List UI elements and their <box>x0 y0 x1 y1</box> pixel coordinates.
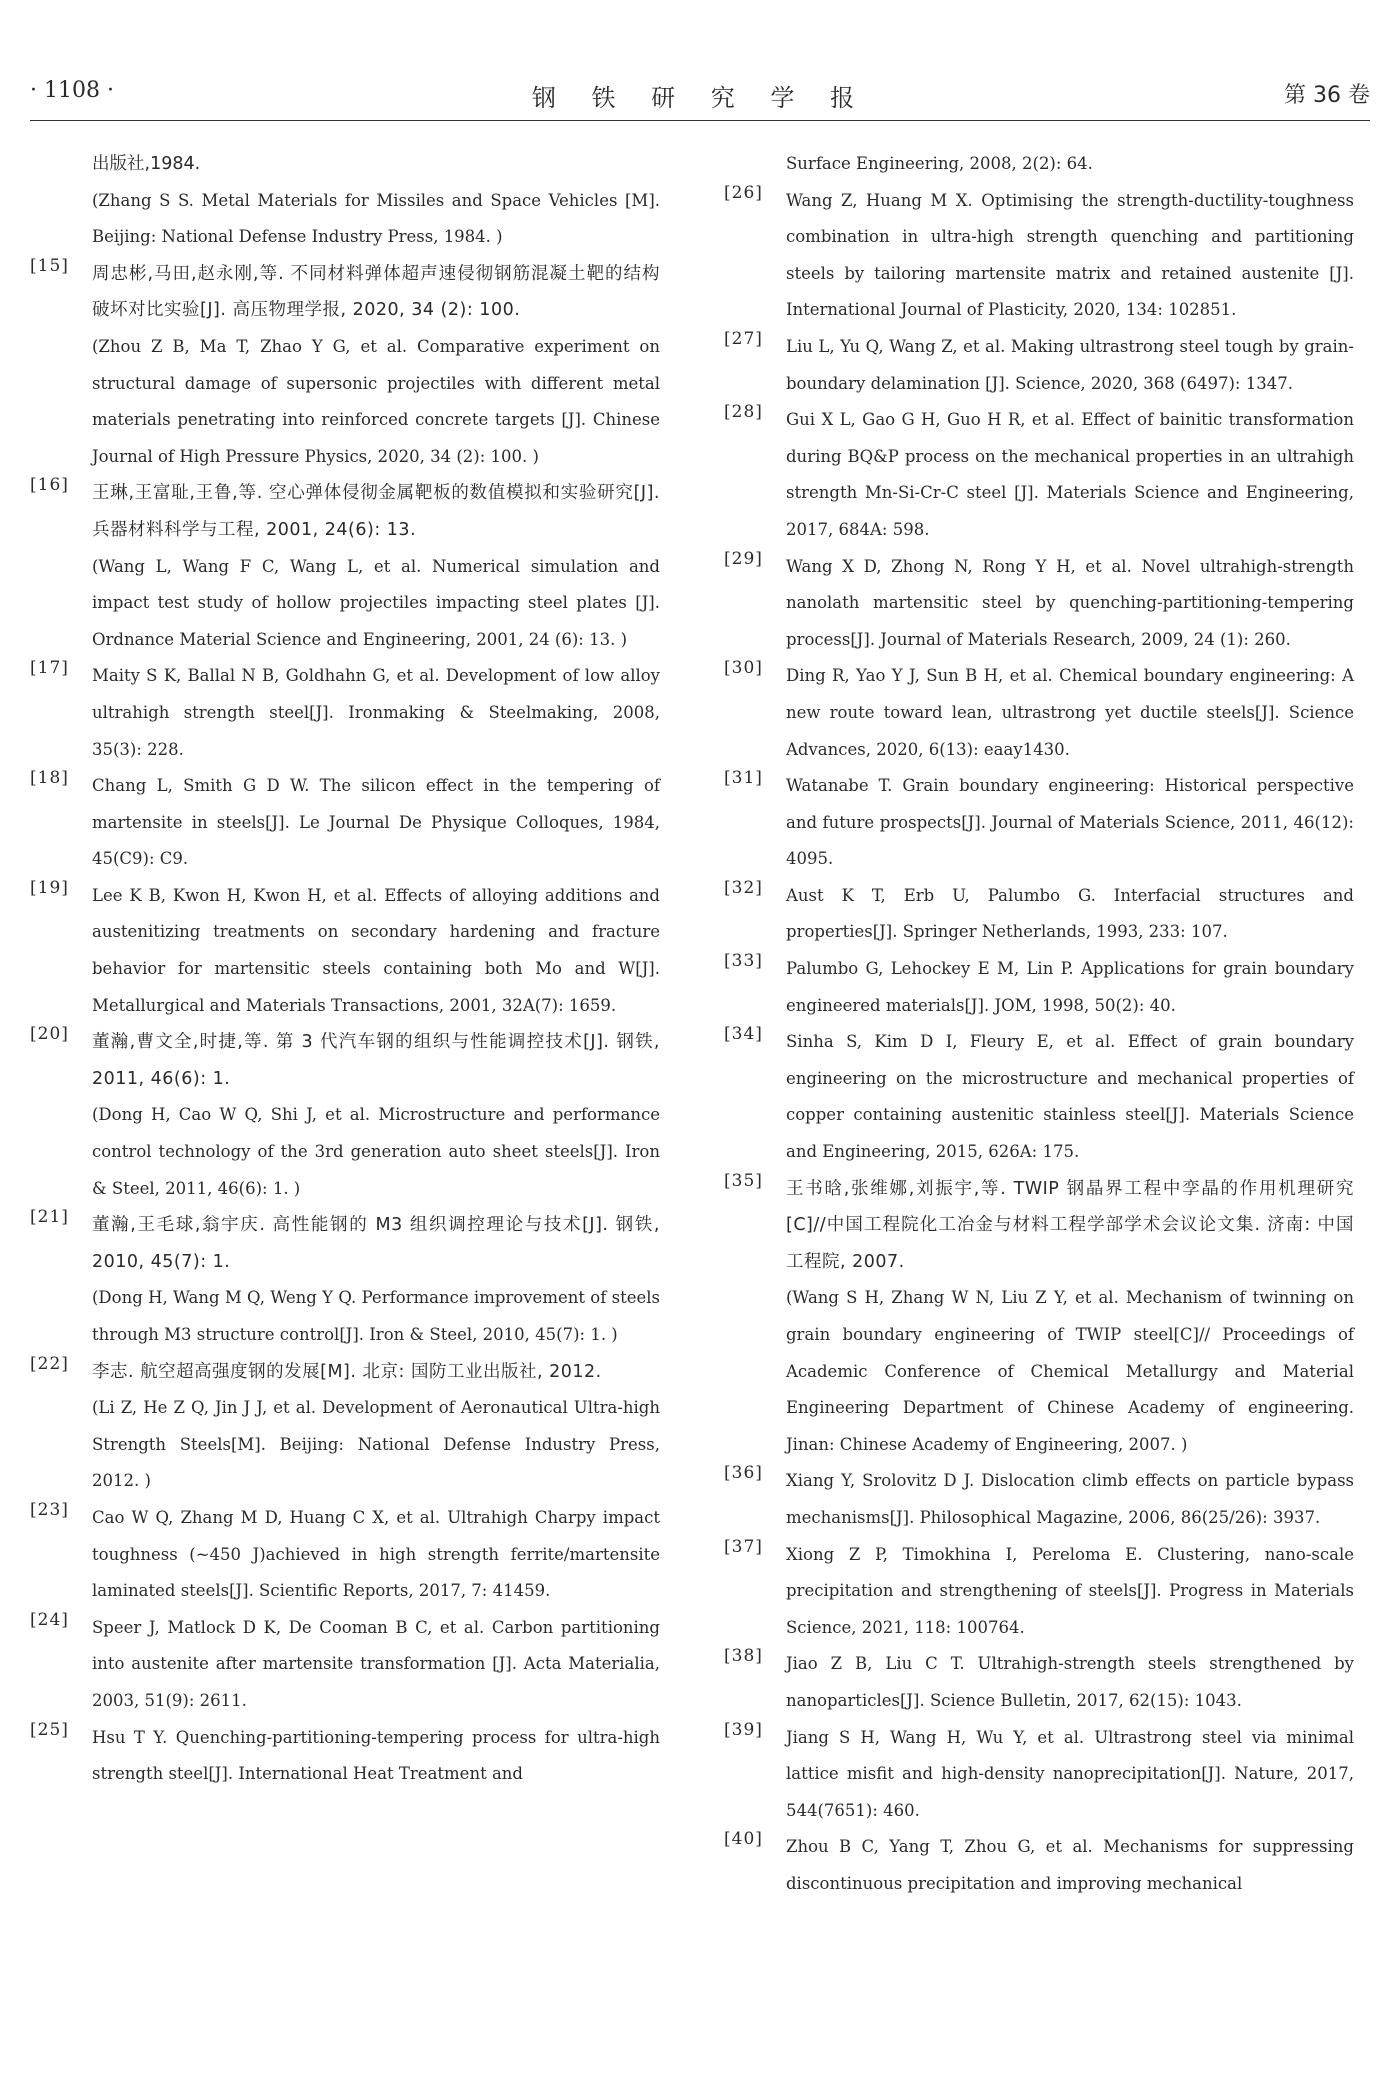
reference-entry <box>724 951 1354 1024</box>
reference-number: [39] <box>724 1719 763 1740</box>
reference-text-english: (Dong H, Wang M Q, Weng Y Q. Performance improvement of steels through M3 structure control[J]. Iron & Steel, 2010, 45(7): 1. ) <box>92 1288 660 1344</box>
reference-entry <box>724 183 1354 329</box>
reference-text-chinese: 周忠彬,马田,赵永刚,等. 不同材料弹体超声速侵彻钢筋混凝土靶的结构破坏对比实验[J]. 高压物理学报, 2020, 34 (2): 100. <box>92 263 660 321</box>
reference-text-chinese: 王书晗,张维娜,刘振宇,等. TWIP 钢晶界工程中孪晶的作用机理研究[C]//中国工程院化工冶金与材料工程学部学术会议论文集. 济南: 中国工程院, 2007. <box>786 1178 1354 1272</box>
reference-text-chinese: 董瀚,曹文全,时捷,等. 第 3 代汽车钢的组织与性能调控技术[J]. 钢铁, 2011, 46(6): 1. <box>92 1032 660 1089</box>
reference-text-english: Aust K T, Erb U, Palumbo G. Interfacial structures and properties[J]. Springer Netherlands, 1993, 233: 107. <box>786 885 1354 942</box>
reference-text-english: (Wang L, Wang F C, Wang L, et al. Numerical simulation and impact test study of hollow projectiles impacting steel plates [J]. Ordnance Material Science and Engineering, 2001, 24 (6): 13. ) <box>92 556 660 649</box>
reference-number: [32] <box>724 877 763 898</box>
volume-label: 第 36 卷 <box>1284 83 1370 108</box>
reference-entry <box>30 768 660 878</box>
reference-number: [19] <box>30 877 69 898</box>
reference-entry <box>724 1720 1354 1830</box>
reference-number: [38] <box>724 1646 763 1667</box>
reference-text-english: Gui X L, Gao G H, Guo H R, et al. Effect of bainitic transformation during BQ&P process on the mechanical properties in an ultrahigh strength Mn-Si-Cr-C steel [J]. Materials Science and Engineering, 2017, 684A: 598. <box>786 410 1354 539</box>
reference-text-english: Ding R, Yao Y J, Sun B H, et al. Chemical boundary engineering: A new route toward lean, ultrastrong yet ductile steels[J]. Science Advances, 2020, 6(13): eaay1430. <box>786 666 1354 759</box>
reference-number: [24] <box>30 1609 69 1630</box>
reference-entry <box>724 549 1354 659</box>
reference-number: [31] <box>724 768 763 789</box>
reference-number: [36] <box>724 1463 763 1484</box>
reference-text-chinese: 王琳,王富耻,王鲁,等. 空心弹体侵彻金属靶板的数值模拟和实验研究[J]. 兵器材料科学与工程, 2001, 24(6): 13. <box>92 483 660 540</box>
reference-number: [27] <box>724 328 763 349</box>
reference-text-english: Zhou B C, Yang T, Zhou G, et al. Mechanisms for suppressing discontinuous precipitation and improving mechanical <box>786 1837 1354 1893</box>
right-reference-column <box>724 146 1354 1903</box>
reference-entry <box>30 878 660 1024</box>
reference-entry <box>30 1207 660 1353</box>
reference-number: [35] <box>724 1170 763 1191</box>
reference-number: [40] <box>724 1829 763 1850</box>
reference-entry <box>724 1171 1354 1464</box>
reference-text-english: (Zhou Z B, Ma T, Zhao Y G, et al. Comparative experiment on structural damage of supersonic projectiles with different metal materials penetrating into reinforced concrete targets [J]. Chinese Journal of High Pressure Physics, 2020, 34 (2): 100. ) <box>92 336 660 466</box>
reference-number: [21] <box>30 1207 69 1228</box>
reference-entry <box>30 1024 660 1207</box>
reference-entry <box>724 329 1354 402</box>
reference-text-chinese: 董瀚,王毛球,翁宇庆. 高性能钢的 M3 组织调控理论与技术[J]. 钢铁, 2010, 45(7): 1. <box>92 1215 660 1272</box>
reference-text-english: Sinha S, Kim D I, Fleury E, et al. Effect of grain boundary engineering on the microstructure and mechanical properties of copper containing austenitic stainless steel[J]. Materials Science and Engineering, 2015, 626A: 175. <box>786 1032 1354 1162</box>
reference-text-chinese: 李志. 航空超高强度钢的发展[M]. 北京: 国防工业出版社, 2012. <box>92 1361 602 1382</box>
page-header <box>30 78 1370 122</box>
reference-text-english: (Dong H, Cao W Q, Shi J, et al. Microstructure and performance control technology of the 3rd generation auto sheet steels[J]. Iron & Steel, 2011, 46(6): 1. ) <box>92 1105 660 1198</box>
reference-entry <box>724 146 1354 183</box>
reference-entry <box>30 1720 660 1793</box>
page-number: · 1108 · <box>30 78 114 103</box>
reference-text-english: Watanabe T. Grain boundary engineering: Historical perspective and future prospects[J]. Journal of Materials Science, 2011, 46(12): 4095. <box>786 776 1354 869</box>
reference-text-english: Wang Z, Huang M X. Optimising the strength-ductility-toughness combination in ultra-high strength quenching and partitioning steels by tailoring martensite matrix and retained austenite [J]. International Journal of Plasticity, 2020, 134: 102851. <box>786 190 1354 320</box>
reference-text-english: Cao W Q, Zhang M D, Huang C X, et al. Ultrahigh Charpy impact toughness (~450 J)achieved in high strength ferrite/martensite laminated steels[J]. Scientific Reports, 2017, 7: 41459. <box>92 1507 660 1601</box>
reference-entry <box>724 1537 1354 1647</box>
reference-entry <box>724 658 1354 768</box>
reference-entry <box>724 1646 1354 1719</box>
reference-entry <box>724 878 1354 951</box>
reference-number: [30] <box>724 658 763 679</box>
reference-number: [28] <box>724 402 763 423</box>
reference-number: [15] <box>30 255 69 276</box>
reference-number: [18] <box>30 768 69 789</box>
reference-text-english: (Wang S H, Zhang W N, Liu Z Y, et al. Mechanism of twinning on grain boundary engineering of TWIP steel[C]// Proceedings of Academic Conference of Chemical Metallurgy and Material Engineering Department of Chinese Academy of engineering. Jinan: Chinese Academy of Engineering, 2007. ) <box>786 1288 1354 1454</box>
reference-entry <box>30 658 660 768</box>
reference-text-english: Maity S K, Ballal N B, Goldhahn G, et al. Development of low alloy ultrahigh strength steel[J]. Ironmaking & Steelmaking, 2008, 35(3): 228. <box>92 666 660 759</box>
reference-text-english: Lee K B, Kwon H, Kwon H, et al. Effects of alloying additions and austenitizing treatments on secondary hardening and fracture behavior for martensitic steels containing both Mo and W[J]. Metallurgical and Materials Transactions, 2001, 32A(7): 1659. <box>92 885 660 1015</box>
reference-text-english: Xiang Y, Srolovitz D J. Dislocation climb effects on particle bypass mechanisms[J]. Philosophical Magazine, 2006, 86(25/26): 3937. <box>786 1471 1354 1527</box>
reference-text-english: (Li Z, He Z Q, Jin J J, et al. Development of Aeronautical Ultra-high Strength Steels[M]. Beijing: National Defense Industry Press, 2012. ) <box>92 1398 660 1491</box>
reference-text-chinese: 出版社,1984. <box>92 154 201 174</box>
reference-text-english: Xiong Z P, Timokhina I, Pereloma E. Clustering, nano-scale precipitation and strengthening of steels[J]. Progress in Materials Science, 2021, 118: 100764. <box>786 1544 1354 1637</box>
reference-text-english: Hsu T Y. Quenching-partitioning-tempering process for ultra-high strength steel[J]. International Heat Treatment and <box>92 1727 660 1784</box>
reference-entry <box>724 768 1354 878</box>
header-rule <box>30 120 1370 121</box>
reference-text-english: Jiang S H, Wang H, Wu Y, et al. Ultrastrong steel via minimal lattice misfit and high-density nanoprecipitation[J]. Nature, 2017, 544(7651): 460. <box>786 1727 1354 1820</box>
reference-number: [29] <box>724 548 763 569</box>
reference-text-english: (Zhang S S. Metal Materials for Missiles and Space Vehicles [M]. Beijing: National Defense Industry Press, 1984. ) <box>92 190 660 247</box>
reference-number: [37] <box>724 1536 763 1557</box>
reference-entry <box>30 1610 660 1720</box>
reference-number: [23] <box>30 1499 69 1520</box>
reference-number: [33] <box>724 951 763 972</box>
left-reference-column <box>30 146 660 1793</box>
reference-entry <box>30 1354 660 1500</box>
reference-entry <box>724 1463 1354 1536</box>
reference-number: [20] <box>30 1024 69 1045</box>
reference-entry <box>30 1500 660 1610</box>
reference-text-english: Liu L, Yu Q, Wang Z, et al. Making ultrastrong steel tough by grain-boundary delamination [J]. Science, 2020, 368 (6497): 1347. <box>786 336 1354 393</box>
reference-text-english: Speer J, Matlock D K, De Cooman B C, et al. Carbon partitioning into austenite after martensite transformation [J]. Acta Materialia, 2003, 51(9): 2611. <box>92 1617 660 1710</box>
reference-text-english: Palumbo G, Lehockey E M, Lin P. Applications for grain boundary engineered materials[J]. JOM, 1998, 50(2): 40. <box>786 959 1354 1015</box>
reference-entry <box>30 256 660 476</box>
reference-number: [16] <box>30 475 69 496</box>
reference-number: [34] <box>724 1024 763 1045</box>
reference-number: [26] <box>724 182 763 203</box>
reference-text-english: Chang L, Smith G D W. The silicon effect in the tempering of martensite in steels[J]. Le Journal De Physique Colloques, 1984, 45(C9): C9. <box>92 776 660 869</box>
reference-number: [17] <box>30 658 69 679</box>
journal-title: 钢 铁 研 究 学 报 <box>531 84 869 112</box>
reference-entry <box>30 475 660 658</box>
reference-text-english: Surface Engineering, 2008, 2(2): 64. <box>786 154 1093 173</box>
reference-entry <box>724 1024 1354 1170</box>
reference-entry <box>30 146 660 256</box>
reference-number: [22] <box>30 1353 69 1374</box>
reference-text-english: Jiao Z B, Liu C T. Ultrahigh-strength steels strengthened by nanoparticles[J]. Science Bulletin, 2017, 62(15): 1043. <box>786 1654 1354 1710</box>
reference-entry <box>724 1829 1354 1902</box>
reference-number: [25] <box>30 1719 69 1740</box>
reference-entry <box>724 402 1354 548</box>
reference-text-english: Wang X D, Zhong N, Rong Y H, et al. Novel ultrahigh-strength nanolath martensitic steel by quenching-partitioning-tempering process[J]. Journal of Materials Research, 2009, 24 (1): 260. <box>786 556 1354 649</box>
